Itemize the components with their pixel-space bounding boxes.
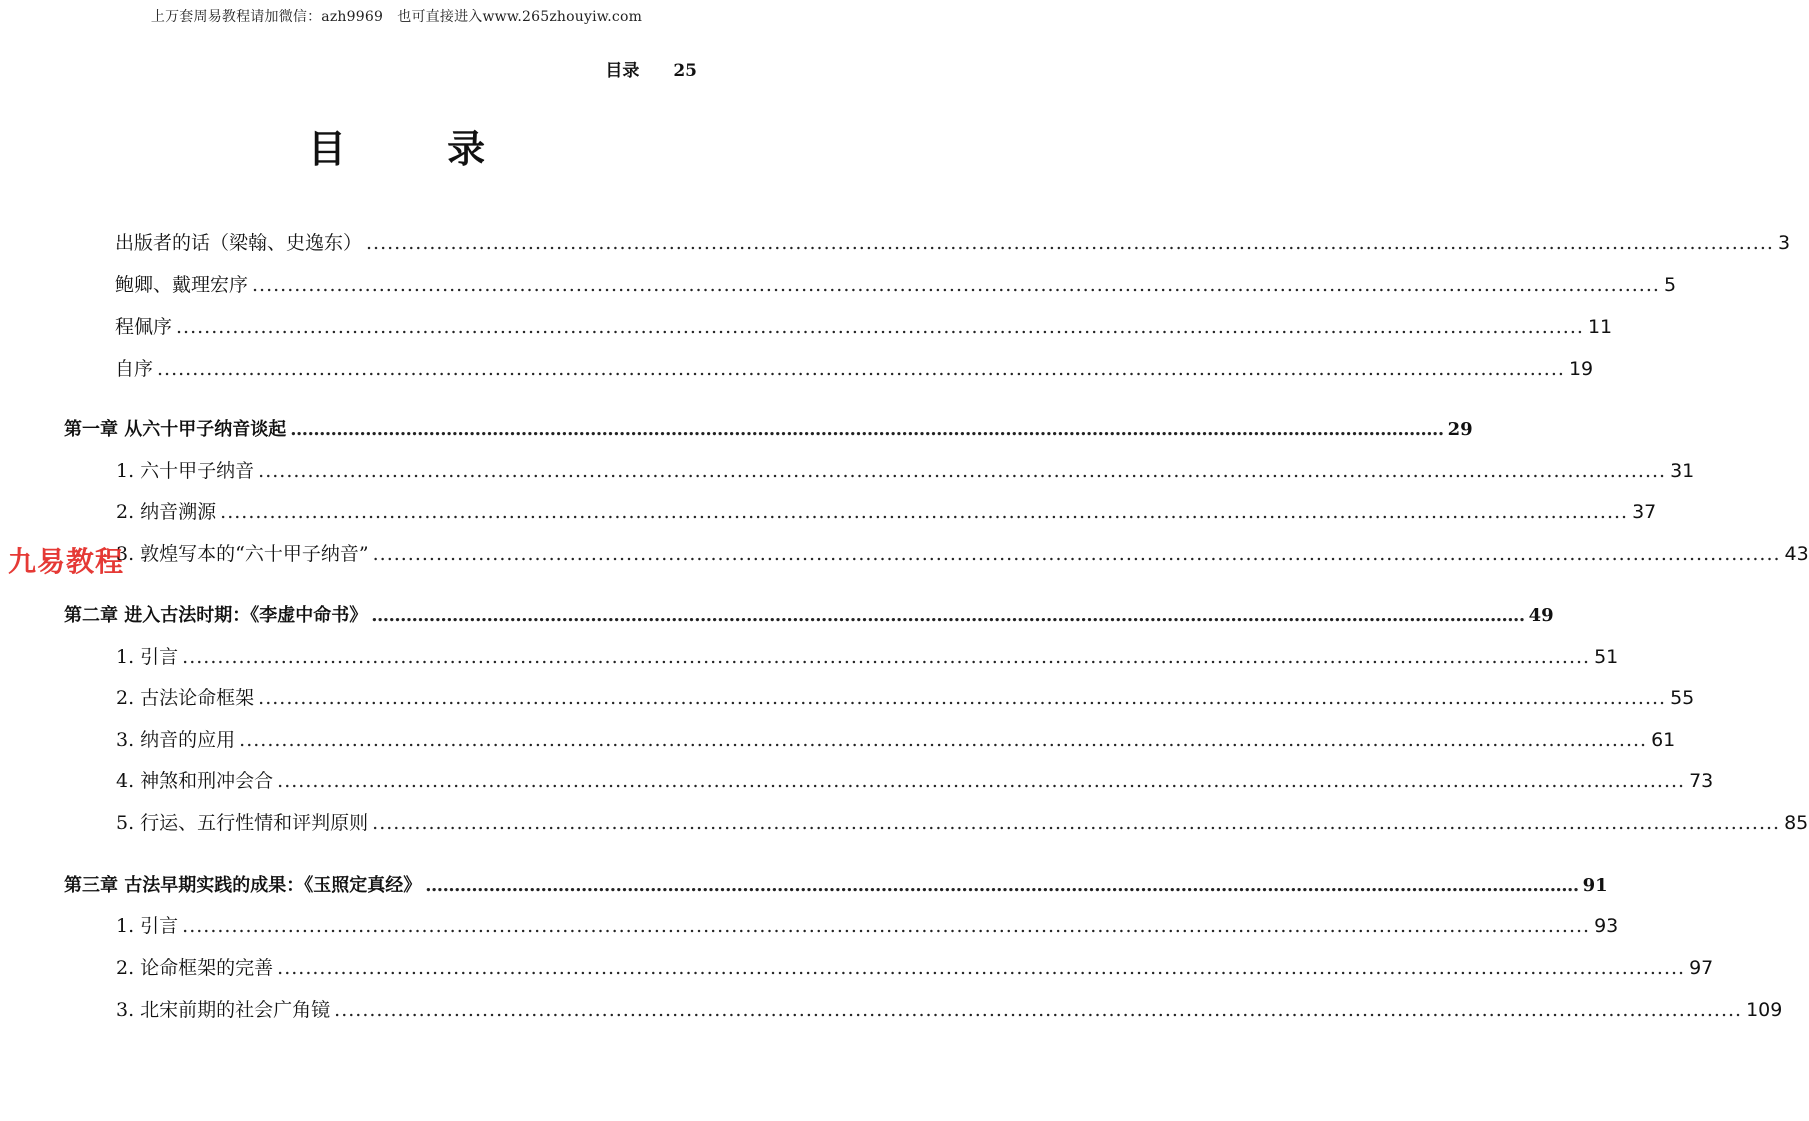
section-page: 37 xyxy=(1632,501,1657,523)
toc-section-entry[interactable] xyxy=(116,497,1657,524)
dot-leader: ........................................................................................................................................................................................................ xyxy=(176,316,1584,338)
section-page: 43 xyxy=(1784,543,1809,565)
section-page: 97 xyxy=(1689,957,1714,979)
toc-section-entry[interactable] xyxy=(116,725,1676,752)
section-label: 2. 论命框架的完善 xyxy=(116,957,274,979)
toc-section-entry[interactable] xyxy=(116,539,1809,566)
toc-section-entry[interactable] xyxy=(116,683,1695,710)
dot-leader: ........................................................................................................................................................................................................ xyxy=(258,460,1667,482)
section-label: 4. 神煞和刑冲会合 xyxy=(116,770,274,792)
dot-leader: ........................................................................................................................................................................................................ xyxy=(182,915,1591,937)
toc-entry[interactable] xyxy=(115,270,1677,297)
toc-section-entry[interactable] xyxy=(116,995,1783,1022)
section-page: 73 xyxy=(1689,770,1714,792)
watermark-text: 九易教程 xyxy=(8,545,125,578)
toc-entry-label: 程佩序 xyxy=(115,316,173,338)
section-label: 2. 古法论命框架 xyxy=(116,687,255,709)
chapter-page: 91 xyxy=(1582,875,1608,896)
section-label: 3. 纳音的应用 xyxy=(116,729,236,751)
toc-chapter-entry[interactable] xyxy=(64,415,1473,441)
dot-leader: ........................................................................................................................................................................................................ xyxy=(220,501,1629,523)
chapter-page: 29 xyxy=(1447,419,1473,440)
dot-leader: ........................................................................................................................................................................................................ xyxy=(182,646,1591,668)
dot-leader: ........................................................................................................................................................................................................ xyxy=(277,770,1686,792)
toc-entry-page: 19 xyxy=(1568,358,1594,380)
dot-leader: ........................................................................................................................................................................................................ xyxy=(258,687,1667,709)
toc-entry-page: 5 xyxy=(1663,274,1677,296)
toc-section-entry[interactable] xyxy=(116,808,1809,835)
toc-section-entry[interactable] xyxy=(116,953,1714,980)
toc-section-entry[interactable] xyxy=(116,766,1714,793)
section-page: 61 xyxy=(1651,729,1676,751)
toc-section-entry[interactable] xyxy=(116,642,1619,669)
dot-leader: ........................................................................................................................................................................................................ xyxy=(372,543,1781,565)
toc-title: 目 录 xyxy=(307,126,530,171)
section-label: 1. 引言 xyxy=(116,646,179,668)
dot-leader: ........................................................................................................................................................................................................ xyxy=(252,274,1660,296)
toc-chapter-entry[interactable] xyxy=(64,871,1608,897)
section-label: 1. 引言 xyxy=(116,915,179,937)
dot-leader: ........................................................................................................................................................................................................ xyxy=(290,419,1444,440)
dot-leader: ........................................................................................................................................................................................................ xyxy=(366,232,1774,254)
chapter-label: 第二章 进入古法时期：《李虚中命书》 xyxy=(64,605,368,626)
toc-entry[interactable] xyxy=(115,354,1594,381)
section-page: 51 xyxy=(1594,646,1619,668)
chapter-label: 第三章 古法早期实践的成果：《玉照定真经》 xyxy=(64,875,422,896)
section-page: 93 xyxy=(1594,915,1619,937)
running-head-title: 目录 xyxy=(605,61,640,81)
toc-entry-label: 鲍卿、戴理宏序 xyxy=(115,274,249,296)
dot-leader: ........................................................................................................................................................................................................ xyxy=(277,957,1686,979)
dot-leader: ........................................................................................................................................................................................................ xyxy=(372,812,1781,834)
dot-leader: ........................................................................................................................................................................................................ xyxy=(425,875,1579,896)
toc-section-entry[interactable] xyxy=(116,456,1695,483)
section-page: 55 xyxy=(1670,687,1695,709)
dot-leader: ........................................................................................................................................................................................................ xyxy=(334,999,1743,1021)
section-label: 3. 敦煌写本的“六十甲子纳音” xyxy=(116,543,369,565)
toc-entry[interactable] xyxy=(115,312,1613,339)
section-label: 3. 北宋前期的社会广角镜 xyxy=(116,999,331,1021)
toc-entry-page: 3 xyxy=(1777,232,1791,254)
dot-leader: ........................................................................................................................................................................................................ xyxy=(239,729,1648,751)
section-label: 2. 纳音溯源 xyxy=(116,501,217,523)
toc-chapter-entry[interactable] xyxy=(64,601,1554,627)
section-page: 85 xyxy=(1784,812,1809,834)
toc-section-entry[interactable] xyxy=(116,911,1619,938)
section-label: 5. 行运、五行性情和评判原则 xyxy=(116,812,369,834)
running-head xyxy=(605,56,697,81)
dot-leader: ........................................................................................................................................................................................................ xyxy=(371,605,1525,626)
toc-entry[interactable] xyxy=(115,228,1791,255)
toc-entry-label: 出版者的话（梁翰、史逸东） xyxy=(115,232,363,254)
section-page: 31 xyxy=(1670,460,1695,482)
chapter-label: 第一章 从六十甲子纳音谈起 xyxy=(64,419,287,440)
section-page: 109 xyxy=(1746,999,1783,1021)
running-head-page-number: 25 xyxy=(673,61,697,81)
chapter-page: 49 xyxy=(1528,605,1554,626)
dot-leader: ........................................................................................................................................................................................................ xyxy=(157,358,1565,380)
toc-entry-page: 11 xyxy=(1587,316,1613,338)
section-label: 1. 六十甲子纳音 xyxy=(116,460,255,482)
banner-text: 上万套周易教程请加微信：azh9969 也可直接进入www.265zhouyiw.com xyxy=(150,9,643,25)
toc-entry-label: 自序 xyxy=(115,358,154,380)
